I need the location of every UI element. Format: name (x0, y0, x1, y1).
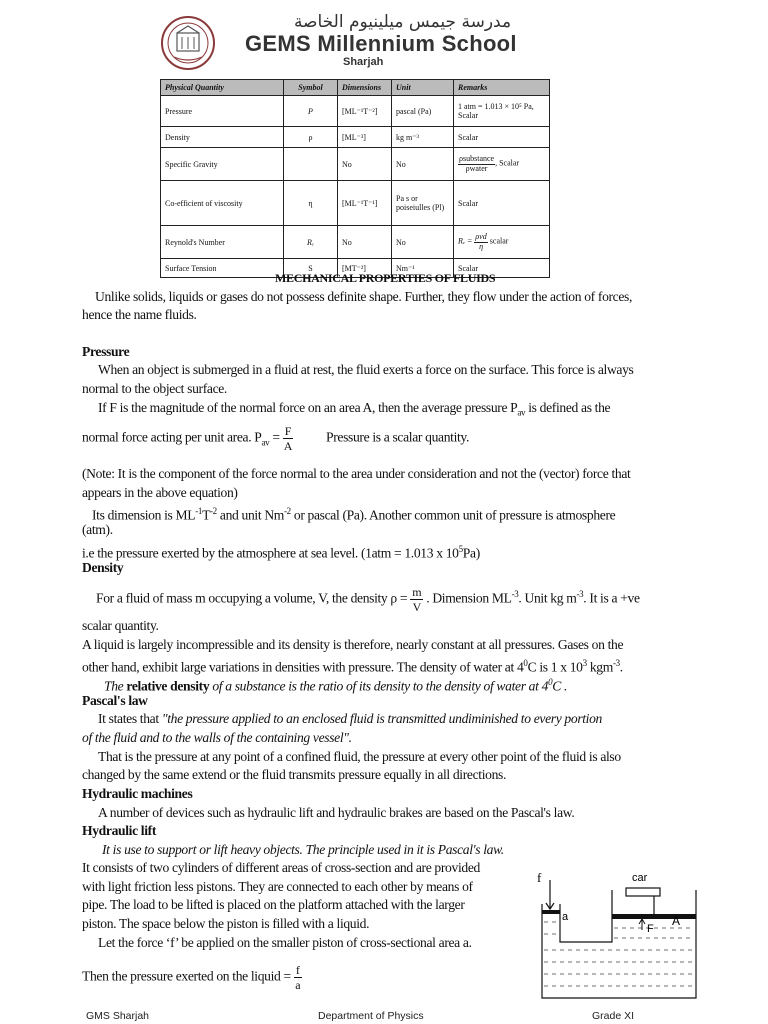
symbol-cell: ρ (284, 127, 338, 148)
remarks-cell: Scalar (454, 181, 550, 226)
text-run: If F is the magnitude of the normal force on an area A, then the average pressure P (98, 400, 518, 415)
fraction-denominator: η (479, 241, 484, 251)
dimensions-cell: No (338, 148, 392, 181)
text-run: T (202, 507, 211, 523)
text-run: other hand, exhibit large variations in densities with pressure. The density of water at 4 (82, 659, 524, 675)
remarks-cell: Scalar (454, 259, 550, 278)
symbol-cell: η (284, 181, 338, 226)
hydraulic-lift-diagram (530, 870, 702, 1000)
pascal-law-heading: Pascal's law (82, 693, 148, 708)
unit-cell: kg m⁻³ (392, 127, 454, 148)
dimensions-cell: [ML⁻¹T⁻²] (338, 96, 392, 127)
quantity-cell: Specific Gravity (161, 148, 284, 181)
fraction-numerator: ρvd (475, 232, 487, 242)
hydraulic-lift-heading: Hydraulic lift (82, 823, 157, 838)
paragraph-line: pipe. The load to be lifted is placed on the platform attached with the larger (82, 897, 465, 912)
density-heading: Density (82, 560, 124, 575)
symbol-cell: P (284, 96, 338, 127)
density-formula-line (96, 585, 640, 614)
dimensions-cell: [MT⁻²] (338, 259, 392, 278)
label-area-A: A (672, 914, 681, 928)
remark-suffix: scalar (489, 236, 509, 246)
table-row (161, 148, 550, 181)
text-run: = (269, 429, 280, 445)
paragraph-line: with light friction less pistons. They are connected to each other by means of (82, 879, 473, 894)
school-crest-logo (160, 15, 216, 71)
text-run: It states that (98, 711, 162, 726)
dimensions-cell: No (338, 226, 392, 259)
unit-cell: No (392, 226, 454, 259)
relative-density-line (104, 673, 567, 696)
text-run: For a fluid of mass m occupying a volume, V, the density ρ = (96, 590, 408, 606)
unit-cell: pascal (Pa) (392, 96, 454, 127)
quote-text: "the pressure applied to an enclosed fluid is transmitted undiminished to every portion (161, 711, 603, 726)
fraction-denominator: a (295, 978, 301, 992)
paragraph-line: (atm). (82, 522, 113, 537)
paragraph-line (82, 540, 480, 563)
superscript: -3 (576, 589, 584, 600)
superscript: -2 (210, 506, 217, 516)
symbol-cell: S (284, 259, 338, 278)
note-line: appears in the above equation) (82, 485, 238, 500)
table-row (161, 226, 550, 259)
text-run: normal force acting per unit area. P (82, 429, 262, 445)
quantity-cell: Surface Tension (161, 259, 284, 278)
text-run: C is 1 x 10 (527, 659, 583, 675)
remarks-cell (454, 226, 550, 259)
table-row (161, 181, 550, 226)
paragraph-line (98, 710, 602, 729)
intro-line: hence the name fluids. (82, 307, 197, 322)
text-run: i.e the pressure exerted by the atmosphere at sea level. (1atm = 1.013 x 10 (82, 545, 459, 561)
text-run: . It is a +ve (583, 590, 640, 606)
column-header: Symbol (284, 80, 338, 96)
subscript: av (261, 437, 270, 448)
text-run: Pressure is a scalar quantity. (326, 429, 470, 445)
remarks-cell (454, 148, 550, 181)
fraction-numerator: ρsubstance (459, 154, 495, 164)
note-line: (Note: It is the component of the force normal to the area under consideration and not the (vector) force that (82, 466, 631, 481)
text-run: is defined as the (525, 400, 611, 415)
fraction-numerator: m (412, 585, 422, 599)
quantity-cell: Reynold's Number (161, 226, 284, 259)
label-area-a: a (562, 911, 569, 923)
remarks-cell: Scalar (454, 127, 550, 148)
fraction-denominator: ρwater (465, 163, 488, 173)
large-piston (612, 914, 696, 919)
text-run: . (619, 659, 623, 675)
text-run: . Unit kg m (518, 590, 577, 606)
text-run: and unit Nm (216, 507, 285, 523)
text-run: Then the pressure exerted on the liquid = (82, 968, 291, 984)
quantity-cell: Co-efficient of viscosity (161, 181, 284, 226)
school-city: Sharjah (343, 56, 384, 68)
paragraph-line: normal to the object surface. (82, 381, 227, 396)
text-run: The (104, 678, 127, 694)
pressure-formula-line (82, 963, 305, 992)
remarks-cell: 1 atm = 1.013 × 10⁵ Pa, Scalar (454, 96, 550, 127)
car-platform (626, 888, 660, 896)
symbol-cell: Rₑ (284, 226, 338, 259)
text-run: kgm (586, 659, 613, 675)
paragraph-line: of the fluid and to the walls of the containing vessel". (82, 730, 352, 745)
paragraph-line: It is use to support or lift heavy objects. The principle used in it is Pascal's law. (102, 842, 504, 857)
paragraph-line: piston. The space below the piston is filled with a liquid. (82, 916, 370, 931)
quantity-cell: Density (161, 127, 284, 148)
unit-cell: Pa s or poiseiulles (Pl) (392, 181, 454, 226)
dimensions-cell: [ML⁻³] (338, 127, 392, 148)
unit-cell: No (392, 148, 454, 181)
paragraph-line: That is the pressure at any point of a confined fluid, the pressure at every other point of the fluid is also (98, 749, 621, 764)
paragraph-line: A liquid is largely incompressible and its density is therefore, nearly constant at all pressures. Gases on the (82, 637, 624, 652)
remark-suffix: , Scalar (495, 158, 520, 168)
footer-school: GMS Sharjah (86, 1010, 150, 1022)
remark-prefix: Rₑ = (458, 236, 473, 246)
text-run: . Dimension ML (426, 590, 512, 606)
table-header-row (161, 80, 550, 96)
superscript: 0 (548, 677, 553, 687)
paragraph-line (92, 502, 615, 525)
paragraph-line: When an object is submerged in a fluid at rest, the fluid exerts a force on the surface. This force is always (98, 362, 634, 377)
paragraph-line: It consists of two cylinders of different areas of cross-section and are provided (82, 860, 480, 875)
text-run: Pa) (462, 545, 480, 561)
text-run: Its dimension is ML (92, 507, 196, 523)
paragraph-line (98, 399, 610, 422)
small-piston (542, 910, 560, 914)
label-f-small: f (537, 870, 542, 885)
fraction-denominator: V (412, 600, 421, 614)
label-car: car (632, 872, 648, 884)
fraction-denominator: A (283, 439, 293, 453)
table-row (161, 96, 550, 127)
paragraph-line: scalar quantity. (82, 618, 159, 633)
table-row (161, 127, 550, 148)
physical-quantity-table (160, 79, 550, 278)
column-header: Dimensions (338, 80, 392, 96)
quantity-cell: Pressure (161, 96, 284, 127)
superscript: 5 (458, 544, 463, 554)
symbol-cell (284, 148, 338, 181)
fraction-numerator: F (284, 424, 292, 438)
text-run: C . (552, 678, 568, 694)
force-over-area-fraction (283, 424, 293, 453)
unit-cell: Nm⁻¹ (392, 259, 454, 278)
specific-gravity-fraction (458, 155, 495, 173)
dimensions-cell: [ML⁻¹T⁻¹] (338, 181, 392, 226)
column-header: Remarks (454, 80, 550, 96)
page-title: MECHANICAL PROPERTIES OF FLUIDS (275, 271, 496, 285)
reynolds-fraction (474, 233, 487, 251)
pressure-heading: Pressure (82, 344, 130, 359)
school-name-arabic: مدرسة جيمس ميلينيوم الخاصة (293, 12, 512, 32)
mass-over-volume-fraction (410, 585, 423, 614)
text-run: or pascal (Pa). Another common unit of pressure is atmosphere (290, 507, 616, 523)
paragraph-line: changed by the same extend or the fluid transmits pressure equally in all directions. (82, 767, 507, 782)
intro-line: Unlike solids, liquids or gases do not possess definite shape. Further, they flow under the action of forces, (95, 289, 633, 304)
footer-department: Department of Physics (318, 1010, 424, 1022)
paragraph-line: Let the force ‘f’ be applied on the smaller piston of cross-sectional area a. (98, 935, 472, 950)
subscript: av (517, 407, 526, 418)
superscript: 0 (523, 658, 528, 668)
superscript: 3 (582, 658, 587, 668)
superscript: -3 (511, 589, 519, 600)
column-header: Unit (392, 80, 454, 96)
f-over-a-fraction (294, 963, 302, 992)
footer-grade: Grade XI (592, 1010, 635, 1022)
hydraulic-machines-heading: Hydraulic machines (82, 786, 193, 801)
fraction-numerator: f (295, 963, 300, 977)
paragraph-line: A number of devices such as hydraulic lift and hydraulic brakes are based on the Pascal's law. (98, 805, 575, 820)
average-pressure-formula-line (82, 424, 469, 453)
label-force-F: F (647, 923, 654, 935)
superscript: -1 (195, 506, 203, 516)
superscript: -3 (612, 658, 620, 668)
school-name: GEMS Millennium School (245, 31, 517, 56)
column-header: Physical Quantity (161, 80, 284, 96)
superscript: -2 (284, 506, 291, 516)
text-run: of a substance is the ratio of its density to the density of water at 4 (209, 678, 549, 694)
bold-term: relative density (126, 678, 210, 694)
